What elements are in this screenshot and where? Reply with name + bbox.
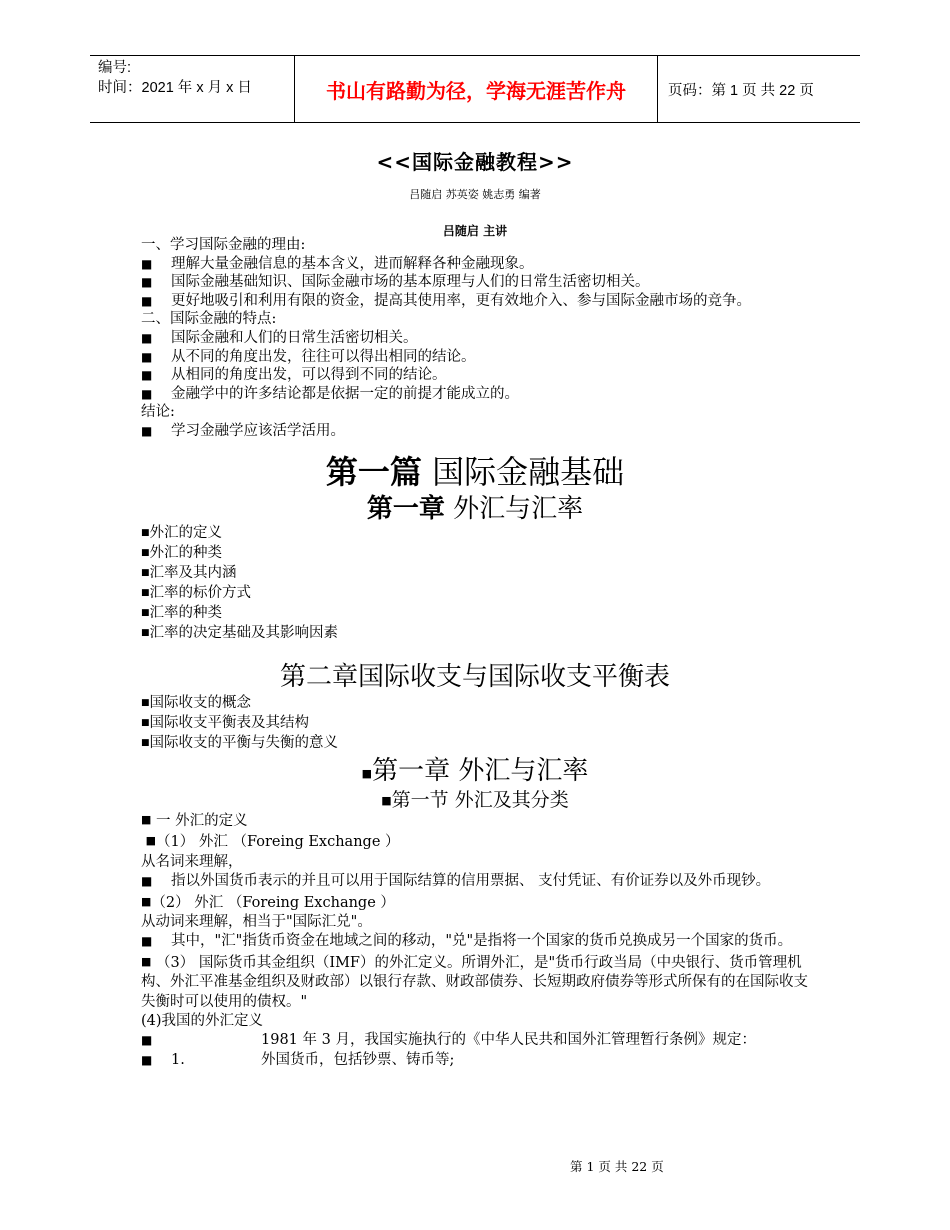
subsection-heading: ■ 一 外汇的定义	[141, 813, 248, 829]
chapter-1-detail-title: ■第一章 外汇与汇率	[361, 756, 589, 786]
intro-section	[141, 236, 831, 441]
bullet-icon: ■	[141, 423, 153, 438]
feature-item: ■ 从相同的角度出发，可以得到不同的结论。	[141, 367, 447, 384]
reason-item: ■ 理解大量金融信息的基本含义，进而解释各种金融现象。	[141, 255, 534, 272]
definition-2-text: ■ 其中，"汇"指货币资金在地域之间的移动，"兑"是指将一个国家的货币兑换成另一个国家的货币。	[141, 932, 821, 951]
bullet-icon: ■	[141, 608, 150, 618]
bullet-icon: ■	[141, 738, 150, 748]
bullet-icon: ■	[381, 794, 392, 807]
bullet-icon: ■	[141, 698, 150, 708]
bullet-icon: ■	[141, 954, 152, 968]
reason-item: ■ 国际金融基础知识、国际金融市场的基本原理与人们的日常生活密切相关。	[141, 274, 650, 291]
toc-item: ■汇率的标价方式	[141, 585, 252, 601]
toc-item: ■国际收支的平衡与失衡的意义	[141, 735, 339, 751]
bullet-icon: ■	[361, 767, 373, 780]
number-label: 编号:	[98, 60, 132, 76]
motto: 书山有路勤为径，学海无涯苦作舟	[295, 56, 658, 122]
toc-item: ■汇率及其内涵	[141, 565, 237, 581]
toc-item: ■汇率的种类	[141, 605, 223, 621]
bullet-icon: ■	[141, 568, 150, 578]
header-table	[90, 55, 860, 123]
definition-4-line: ■ 1981 年 3 月，我国实施执行的《中华人民共和国外汇管理暂行条例》规定：	[141, 1031, 821, 1050]
toc-item: ■国际收支平衡表及其结构	[141, 715, 310, 731]
definition-3-text: ■ （3） 国际货币其金组织（IMF）的外汇定义。所谓外汇，是"货币行政当局（中央银行、货币管理机构、外汇平准基金组织及财政部）以银行存款、财政部债券、长短期政府债券等形式所保有的在国际收支失衡时可以使用的债权。"	[141, 954, 808, 1010]
chapter-2-contents	[141, 693, 541, 753]
chapter-1-title: 第一章 外汇与汇率	[366, 494, 584, 524]
header-meta-cell	[90, 56, 295, 122]
definition-4-item: ■ 1. 外国货币，包括钞票、铸币等;	[141, 1051, 821, 1070]
feature-item: ■ 从不同的角度出发，往往可以得出相同的结论。	[141, 348, 476, 365]
bullet-icon: ■	[141, 275, 153, 290]
conclusion-item: ■ 学习金融学应该活学活用。	[141, 422, 345, 439]
bullet-icon: ■	[145, 834, 157, 848]
toc-item: ■国际收支的概念	[141, 695, 252, 711]
bullet-icon: ■	[141, 528, 150, 538]
bullet-icon: ■	[141, 368, 153, 383]
bullet-icon: ■	[141, 386, 153, 401]
time-label: 时间：2021 年 x 月 x 日	[98, 80, 252, 96]
bullet-icon: ■	[141, 718, 150, 728]
bullet-icon: ■	[141, 1052, 153, 1067]
lecturer: 吕随启 主讲	[442, 224, 508, 238]
reason-item: ■ 更好地吸引和利用有限的资金，提高其使用率，更有效地介入、参与国际金融市场的竞争。	[141, 292, 751, 309]
definition-1-text: ■ 指以外国货币表示的并且可以用于国际结算的信用票据、 支付凭证、有价证券以及外币现钞。	[141, 872, 821, 891]
authors: 吕随启 苏英姿 姚志勇 编著	[409, 188, 541, 201]
toc-item: ■外汇的定义	[141, 525, 223, 541]
definition-2-intro: 从动词来理解，相当于"国际汇兑"。	[141, 914, 372, 931]
definition-2-heading: ■（2） 外汇 （Foreing Exchange ）	[141, 894, 395, 911]
bullet-icon: ■	[141, 349, 153, 364]
bullet-icon: ■	[141, 588, 150, 598]
page-footer: 第 1 页 共 22 页	[570, 1159, 664, 1174]
chapter-1-contents	[141, 523, 541, 643]
chapter-2-title: 第二章国际收支与国际收支平衡表	[279, 662, 670, 692]
definition-1-intro: 从名词来理解，	[141, 853, 243, 870]
feature-item: ■ 金融学中的许多结论都是依据一定的前提才能成立的。	[141, 385, 519, 402]
bullet-icon: ■	[141, 548, 150, 558]
bullet-icon: ■	[141, 894, 152, 908]
bullet-icon: ■	[141, 874, 153, 889]
bullet-icon: ■	[141, 330, 153, 345]
intro-heading-2: 二、国际金融的特点:	[141, 311, 277, 328]
section-1-title: ■第一节 外汇及其分类	[381, 789, 569, 811]
definition-4-heading: (4)我国的外汇定义	[141, 1013, 264, 1030]
definition-1-heading: ■（1） 外汇 （Foreing Exchange ）	[145, 834, 400, 851]
feature-item: ■ 国际金融和人们的日常生活密切相关。	[141, 329, 418, 346]
bullet-icon: ■	[141, 1033, 153, 1048]
toc-item: ■外汇的种类	[141, 545, 223, 561]
bullet-icon: ■	[141, 628, 150, 638]
bullet-icon: ■	[141, 934, 153, 949]
page-info: 页码：第 1 页 共 22 页	[668, 82, 814, 99]
bullet-icon: ■	[141, 813, 152, 826]
book-title: <<国际金融教程>>	[376, 150, 574, 174]
bullet-icon: ■	[141, 293, 153, 308]
bullet-icon: ■	[141, 256, 153, 271]
toc-item: ■汇率的决定基础及其影响因素	[141, 625, 339, 641]
conclusion-label: 结论:	[141, 404, 175, 421]
part-title: 第一篇 国际金融基础	[325, 453, 625, 491]
section-1-body	[141, 810, 821, 1070]
intro-heading-1: 一、学习国际金融的理由:	[141, 237, 306, 253]
